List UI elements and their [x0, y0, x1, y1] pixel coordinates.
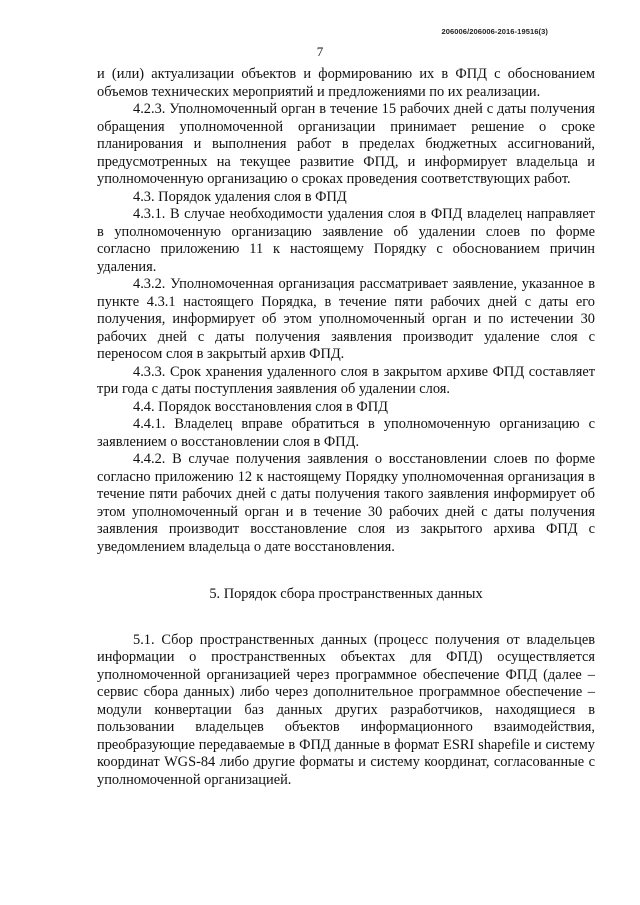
paragraph-4-3-3: 4.3.3. Срок хранения удаленного слоя в закрытом архиве ФПД составляет три года с даты поступления заявления об удалении слоя.: [97, 363, 595, 397]
section-5-heading: 5. Порядок сбора пространственных данных: [209, 586, 483, 602]
paragraph-continuation: и (или) актуализации объектов и формированию их в ФПД с обоснованием объемов технических мероприятий и предложениями по их реализации.: [97, 66, 595, 100]
page-number: 7: [316, 44, 324, 59]
paragraph-4-4-2: 4.4.2. В случае получения заявления о восстановлении слоев по форме согласно приложению 12 к настоящему Порядку уполномоченная организация в течение пяти рабочих дней с даты получения такого заявления информирует об этом уполномоченный орган и в течение 30 рабочих дней с даты получения заявления производит восстановление слоя из закрытого архива ФПД с уведомлением владельца о дате восстановления.: [97, 451, 595, 555]
document-id: 206006/206006-2016-19516(3): [441, 27, 548, 36]
paragraph-4-3-1: 4.3.1. В случае необходимости удаления слоя в ФПД владелец направляет в уполномоченную организацию заявление об удалении слоев по форме согласно приложению 11 к настоящему Порядку с обоснованием причин удаления.: [97, 206, 595, 275]
paragraph-5-1: 5.1. Сбор пространственных данных (процесс получения от владельцев информации о пространственных объектах для ФПД) осуществляется уполномоченной организацией через программное обеспечение ФПД (далее – сервис сбора данных) либо через дополнительное программное обеспечение – модули конвертации баз данных других разработчиков, находящиеся в пользовании владельцев объектов информационного взаимодействия, преобразующие передаваемые в ФПД данные в формат ESRI shapefile и систему координат WGS-84 либо другие форматы и систему координат, согласованные с уполномоченной организацией.: [97, 631, 595, 788]
paragraph-4-2-3: 4.2.3. Уполномоченный орган в течение 15 рабочих дней с даты получения обращения уполномоченной организации принимает решение о сроке планирования и выполнения работ в пределах бюджетных ассигнований, предусмотренных на текущее развитие ФПД, и информирует владельца и уполномоченную организацию о сроках проведения соответствующих работ.: [97, 101, 595, 187]
paragraph-4-3-2: 4.3.2. Уполномоченная организация рассматривает заявление, указанное в пункте 4.3.1 настоящего Порядка, в течение пяти рабочих дней с даты его получения, информирует об этом уполномоченный орган и по истечении 30 рабочих дней с даты получения заявления производит удаление слоя с переносом слоя в закрытый архив ФПД.: [97, 276, 595, 362]
document-body: [97, 66, 595, 789]
subheading-4-4: 4.4. Порядок восстановления слоя в ФПД: [133, 398, 388, 415]
subheading-4-3: 4.3. Порядок удаления слоя в ФПД: [133, 188, 347, 205]
paragraph-4-4-1: 4.4.1. Владелец вправе обратиться в уполномоченную организацию с заявлением о восстановлении слоя в ФПД.: [97, 416, 595, 450]
